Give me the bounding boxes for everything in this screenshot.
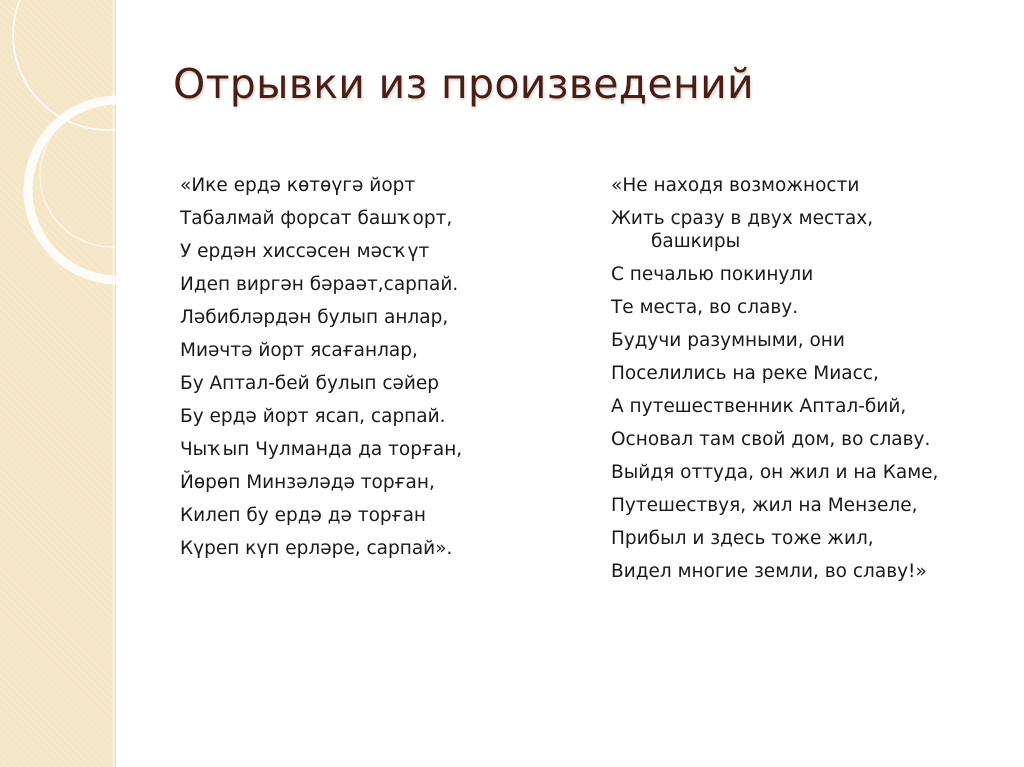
translation-line: С печалью покинули [611, 264, 814, 285]
translation-line: А путешественник Аптал-бий, [611, 396, 907, 417]
slide-title: Отрывки из произведений [173, 60, 754, 108]
poem-line: Табалмай форсат башҡорт, [180, 208, 453, 229]
translation-line: Выйдя оттуда, он жил и на Каме, [611, 462, 939, 483]
poem-line: Йөрөп Минзәләдә торған, [180, 472, 435, 493]
translation-line: Будучи разумными, они [611, 330, 845, 351]
poem-line: Чыҡып Чулманда да торған, [180, 439, 463, 460]
poem-line: Бу ердә йорт ясап, сарпай. [180, 406, 446, 427]
translation-line-text: Жить сразу в двух местах, [611, 208, 874, 229]
translation-line-continuation: башкиры [651, 231, 741, 252]
poem-line: Идеп виргән бәраәт,сарпай. [180, 274, 459, 295]
translation-line: Те места, во славу. [611, 297, 799, 318]
translation-line: Видел многие земли, во славу!» [611, 561, 927, 582]
translation-line: Поселились на реке Миасс, [611, 363, 879, 384]
decorative-circles [0, 0, 180, 320]
translation-line: Путешествуя, жил на Мензеле, [611, 495, 918, 516]
translation-line: Основал там свой дом, во славу. [611, 429, 931, 450]
translation-line: Прибыл и здесь тоже жил, [611, 528, 874, 549]
poem-translation-column [611, 174, 938, 593]
poem-line: Килеп бу ердә дә торған [180, 505, 427, 526]
translation-line [611, 207, 938, 253]
poem-line: Бу Аптал-бей булып сәйер [180, 373, 440, 394]
poem-line: У ердән хиссәсен мәсҡүт [180, 241, 430, 262]
poem-line: Күреп күп ерләре, сарпай». [180, 538, 453, 559]
poem-line: Миәчтә йорт ясағанлар, [180, 340, 418, 361]
poem-line: «Ике ердә көтөүгә йорт [180, 175, 416, 196]
translation-line: «Не находя возможности [611, 175, 860, 196]
poem-original-column [180, 174, 462, 570]
poem-line: Ләбибләрдән булып анлар, [180, 307, 449, 328]
